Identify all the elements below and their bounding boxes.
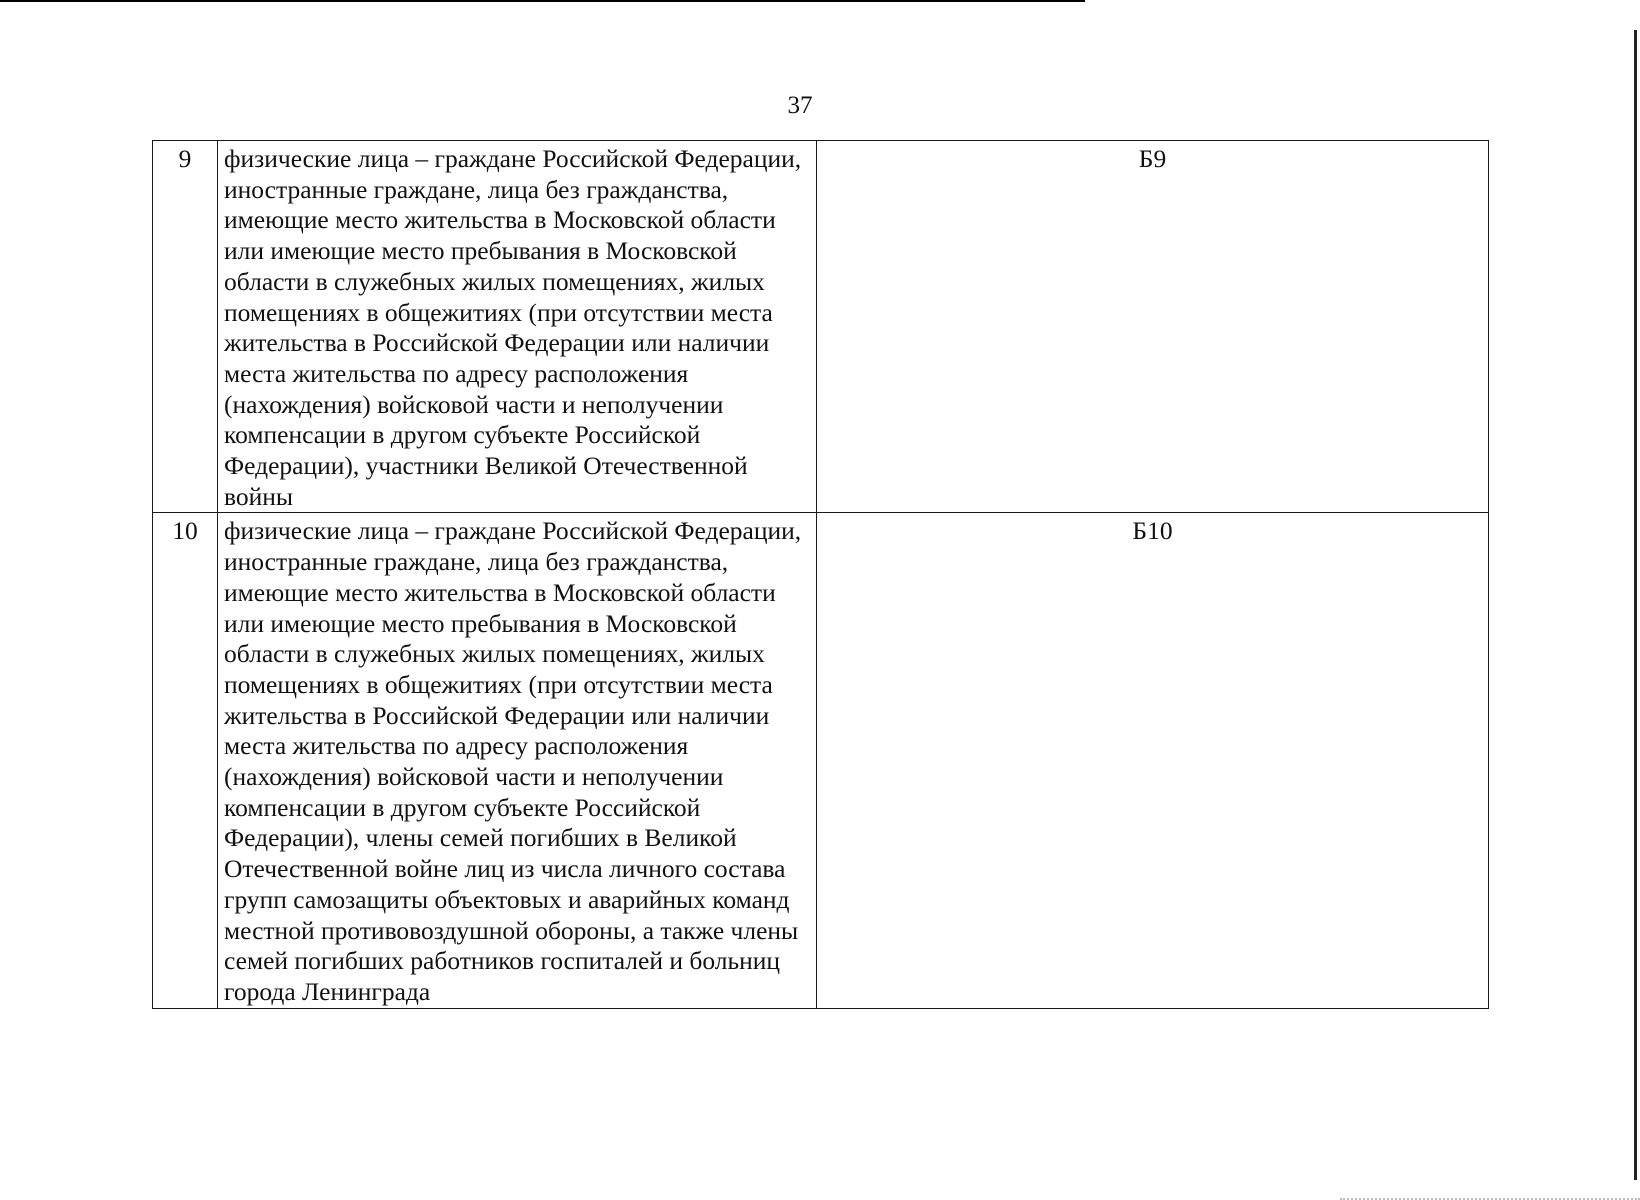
text-line: войны — [224, 481, 294, 511]
scan-edge-top — [0, 0, 1085, 2]
row-number: 10 — [153, 513, 218, 1008]
text-line: Федерации), члены семей погибших в Великой — [224, 823, 737, 853]
table-row — [153, 141, 1489, 513]
text-line: имеющие место жительства в Московской области — [224, 205, 776, 235]
table-row — [153, 513, 1489, 1008]
category-code: Б10 — [817, 513, 1489, 1008]
text-line: места жительства по адресу расположения — [224, 358, 689, 388]
text-line: местной противовоздушной обороны, а также члены — [224, 915, 799, 945]
text-line: помещениях в общежитиях (при отсутствии места — [224, 297, 773, 327]
text-line: Отечественной войне лиц из числа личного состава — [224, 854, 786, 884]
text-line: (нахождения) войсковой части и неполучении — [224, 762, 724, 792]
text-line: жительства в Российской Федерации или наличии — [224, 700, 770, 730]
text-line: физические лица – граждане Российской Федерации, — [224, 144, 802, 173]
text-line: жительства в Российской Федерации или наличии — [224, 328, 770, 358]
text-line: области в служебных жилых помещениях, жилых — [224, 639, 765, 669]
text-line: групп самозащиты объектовых и аварийных команд — [224, 884, 790, 914]
text-line: компенсации в другом субъекте Российской — [224, 420, 701, 450]
text-line: компенсации в другом субъекте Российской — [224, 792, 701, 822]
text-line: города Ленинграда — [224, 976, 431, 1006]
text-line: имеющие место жительства в Московской области — [224, 577, 776, 607]
scan-edge-right — [1634, 30, 1637, 1180]
page-number: 37 — [787, 92, 813, 119]
text-line: семей погибших работников госпиталей и больниц — [224, 946, 781, 976]
text-line: места жительства по адресу расположения — [224, 731, 689, 761]
scan-noise — [1340, 1188, 1640, 1200]
text-line: иностранные граждане, лица без гражданства, — [224, 174, 729, 204]
text-line: физические лица – граждане Российской Федерации, — [224, 516, 802, 546]
row-number: 9 — [153, 141, 218, 513]
text-line: помещениях в общежитиях (при отсутствии места — [224, 669, 773, 699]
text-line: или имеющие место пребывания в Московской — [224, 608, 737, 638]
text-line: Федерации), участники Великой Отечественной — [224, 451, 748, 481]
text-line: или имеющие место пребывания в Московской — [224, 236, 737, 266]
category-code: Б9 — [817, 141, 1489, 513]
text-line: иностранные граждане, лица без гражданства, — [224, 547, 729, 577]
text-line: области в служебных жилых помещениях, жилых — [224, 266, 765, 296]
category-description — [218, 513, 817, 1008]
document-table — [152, 140, 1489, 1009]
text-line: (нахождения) войсковой части и неполучении — [224, 389, 724, 419]
category-description — [218, 141, 817, 513]
